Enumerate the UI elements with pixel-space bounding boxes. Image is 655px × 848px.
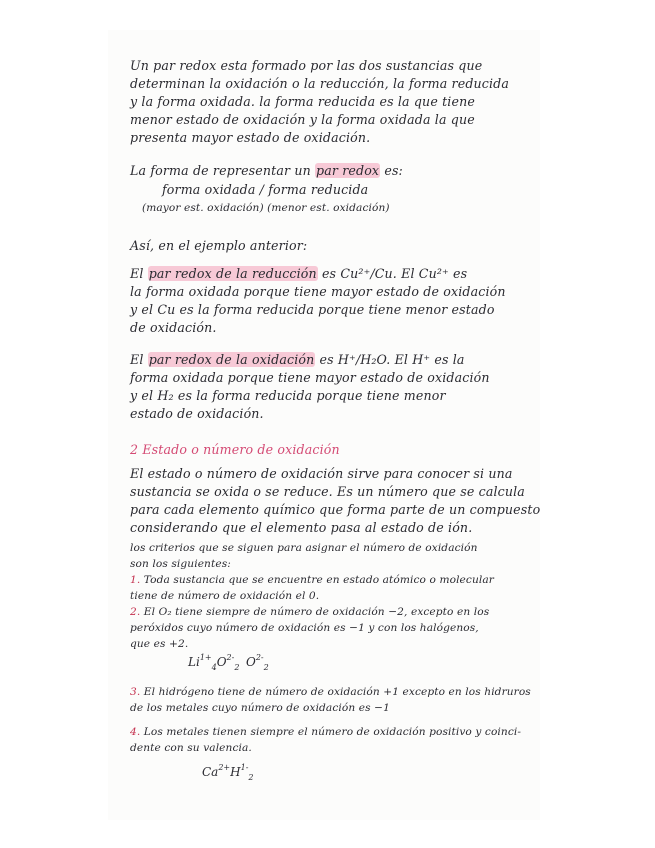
list-number: 3. bbox=[130, 686, 141, 698]
note-line bbox=[130, 284, 530, 300]
note-text: dente con su valencia. bbox=[130, 742, 252, 754]
note-line bbox=[130, 502, 540, 518]
formula-ca-charge: 2+ bbox=[218, 763, 231, 772]
note-text: es Cu²⁺/Cu. El Cu²⁺ es bbox=[317, 266, 468, 281]
note-text: de los metales cuyo número de oxidación es −1 bbox=[130, 702, 390, 714]
formula-li-charge: 1+ bbox=[199, 653, 212, 662]
formula-h-subscript: 2 bbox=[248, 773, 254, 782]
formula-li-base: Li bbox=[188, 655, 200, 669]
note-line bbox=[130, 684, 530, 700]
note-line bbox=[130, 388, 530, 404]
note-line bbox=[130, 540, 530, 556]
note-line bbox=[130, 740, 530, 756]
note-text: (mayor est. oxidación) (menor est. oxidación) bbox=[142, 202, 390, 214]
note-line bbox=[130, 163, 530, 179]
formula-o2 bbox=[246, 653, 269, 672]
note-line bbox=[130, 700, 530, 716]
formula-h-base: H bbox=[230, 765, 241, 779]
note-line bbox=[130, 130, 530, 146]
list-item-text: Toda sustancia que se encuentre en estado atómico o molecular bbox=[143, 574, 494, 586]
note-line bbox=[130, 112, 530, 128]
note-text: Un par redox esta formado por las dos sustancias que bbox=[130, 58, 483, 73]
note-text: La forma de representar un bbox=[130, 163, 316, 178]
note-text: los criterios que se siguen para asignar el número de oxidación bbox=[130, 542, 478, 554]
note-text: son los siguientes: bbox=[130, 558, 231, 570]
formula-o-base: O bbox=[216, 655, 227, 669]
note-text: sustancia se oxida o se reduce. Es un número que se calcula bbox=[130, 484, 525, 499]
note-line bbox=[162, 182, 530, 198]
note-text: de oxidación. bbox=[130, 320, 217, 335]
note-text: y el H₂ es la forma reducida porque tiene menor bbox=[130, 388, 446, 403]
note-text: El bbox=[130, 266, 148, 281]
formula-o-charge: 2- bbox=[226, 653, 235, 662]
list-item-text: El O₂ tiene siempre de número de oxidación −2, excepto en los bbox=[143, 606, 490, 618]
list-number: 4. bbox=[130, 726, 141, 738]
list-item-text: El hidrógeno tiene de número de oxidación +1 excepto en los hidruros bbox=[143, 686, 531, 698]
note-line bbox=[130, 94, 530, 110]
note-text: El bbox=[130, 352, 148, 367]
note-text: que es +2. bbox=[130, 638, 189, 650]
note-text: considerando que el elemento pasa al estado de ión. bbox=[130, 520, 473, 535]
note-line bbox=[130, 520, 530, 536]
note-line bbox=[130, 724, 530, 740]
note-text: es: bbox=[380, 163, 403, 178]
notebook-page bbox=[108, 30, 540, 820]
note-line bbox=[130, 636, 530, 652]
list-number: 2. bbox=[130, 606, 141, 618]
note-text: la forma oxidada porque tiene mayor estado de oxidación bbox=[130, 284, 506, 299]
note-text: y el Cu es la forma reducida porque tiene menor estado bbox=[130, 302, 495, 317]
formula-o2-charge: 2- bbox=[255, 653, 264, 662]
note-text: forma oxidada porque tiene mayor estado de oxidación bbox=[130, 370, 490, 385]
highlighted-term: par redox de la oxidación bbox=[148, 352, 315, 367]
list-item-text: Los metales tienen siempre el número de oxidación positivo y coinci- bbox=[143, 726, 522, 738]
note-line bbox=[130, 238, 530, 254]
formula-li-subscript: 4 bbox=[211, 663, 217, 672]
formula-o2-subscript: 2 bbox=[263, 663, 269, 672]
formula-h-charge: 1- bbox=[240, 763, 249, 772]
note-text: menor estado de oxidación y la forma oxidada la que bbox=[130, 112, 475, 127]
note-line bbox=[130, 604, 530, 620]
section-heading: 2 Estado o número de oxidación bbox=[130, 442, 340, 457]
formula-o2-base: O bbox=[246, 655, 256, 669]
note-line bbox=[130, 484, 530, 500]
note-line bbox=[130, 572, 530, 588]
note-line bbox=[130, 556, 530, 572]
note-text: es H⁺/H₂O. El H⁺ es la bbox=[315, 352, 465, 367]
note-text: determinan la oxidación o la reducción, la forma reducida bbox=[130, 76, 510, 91]
formula-o-subscript: 2 bbox=[234, 663, 240, 672]
list-number: 1. bbox=[130, 574, 141, 586]
note-line bbox=[130, 58, 530, 74]
note-text: estado de oxidación. bbox=[130, 406, 264, 421]
note-line bbox=[142, 200, 530, 216]
highlighted-term: par redox bbox=[316, 163, 380, 178]
note-text: presenta mayor estado de oxidación. bbox=[130, 130, 371, 145]
note-line bbox=[130, 320, 530, 336]
note-text: El estado o número de oxidación sirve para conocer si una bbox=[130, 466, 513, 481]
note-line bbox=[130, 302, 530, 318]
note-line bbox=[130, 266, 530, 282]
note-line bbox=[130, 466, 530, 482]
note-line bbox=[130, 352, 530, 368]
note-text: peróxidos cuyo número de oxidación es −1 y con los halógenos, bbox=[130, 622, 479, 634]
note-line bbox=[130, 588, 530, 604]
note-text: Así, en el ejemplo anterior: bbox=[130, 238, 308, 253]
formula-cah2 bbox=[202, 763, 254, 782]
note-line bbox=[130, 370, 530, 386]
note-text: forma oxidada / forma reducida bbox=[162, 182, 369, 197]
note-text: tiene de número de oxidación el 0. bbox=[130, 590, 320, 602]
note-text: para cada elemento químico que forma parte de un compuesto bbox=[130, 502, 540, 517]
formula-ca-base: Ca bbox=[202, 765, 219, 779]
note-line bbox=[130, 620, 530, 636]
formula-li2o bbox=[188, 653, 240, 672]
note-line bbox=[130, 442, 530, 458]
note-text: y la forma oxidada. la forma reducida es la que tiene bbox=[130, 94, 475, 109]
highlighted-term: par redox de la reducción bbox=[148, 266, 317, 281]
note-line bbox=[130, 406, 530, 422]
note-line bbox=[130, 76, 530, 92]
